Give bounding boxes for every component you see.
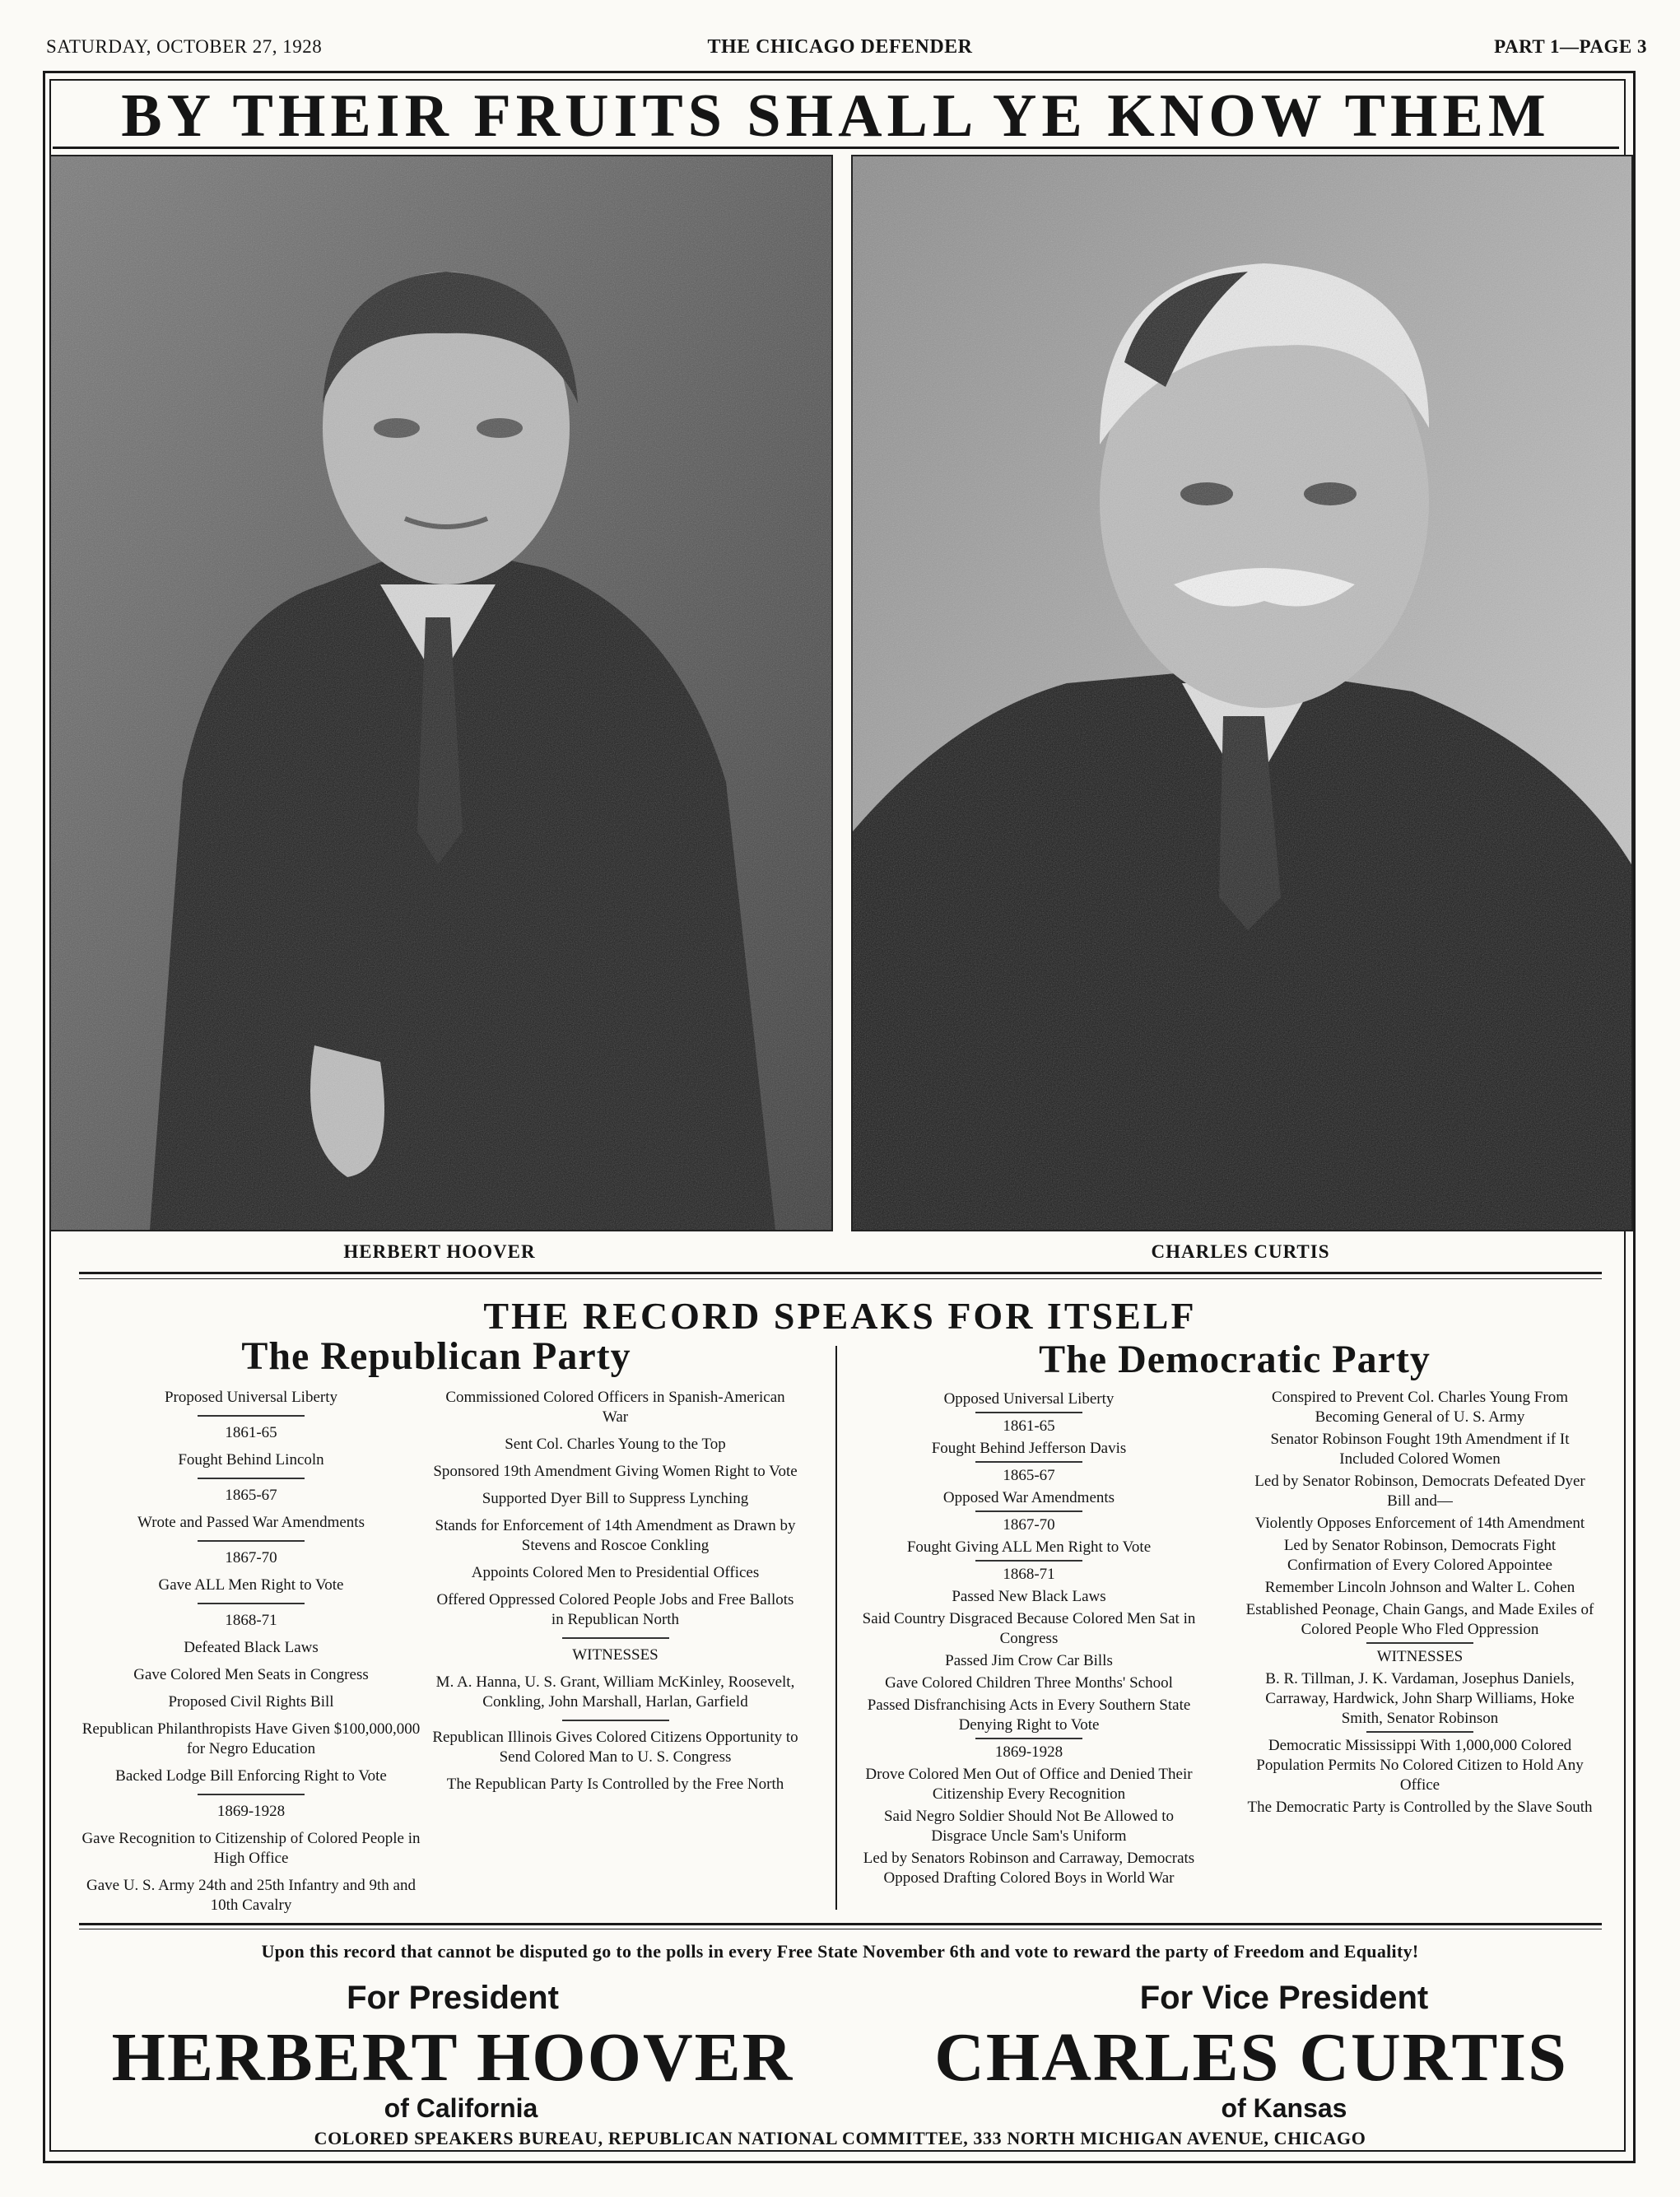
record-item: 1861-65 (1003, 1417, 1055, 1435)
record-item: 1861-65 (225, 1424, 277, 1441)
republican-record-column-1 (78, 1388, 424, 1923)
republican-record-column-2 (432, 1388, 798, 1802)
record-item: Sponsored 19th Amendment Giving Women Right to Vote (433, 1463, 798, 1480)
record-item: Stands for Enforcement of 14th Amendment as Drawn by Stevens and Roscoe Conkling (435, 1517, 796, 1554)
item-separator (975, 1560, 1082, 1562)
item-separator (198, 1794, 305, 1795)
record-item: M. A. Hanna, U. S. Grant, William McKinley, Roosevelt, Conkling, John Marshall, Harlan, Garfield (435, 1673, 795, 1711)
record-item: Gave U. S. Army 24th and 25th Infantry and 9th and 10th Cavalry (86, 1877, 416, 1914)
divider-rule (79, 1923, 1602, 1925)
record-item: Appoints Colored Men to Presidential Offices (471, 1564, 760, 1581)
record-item: Fought Giving ALL Men Right to Vote (906, 1538, 1152, 1556)
record-item: Gave ALL Men Right to Vote (158, 1576, 344, 1594)
record-item: Led by Senators Robinson and Carraway, Democrats Opposed Drafting Colored Boys in World War (863, 1850, 1195, 1887)
republican-title: The Republican Party (241, 1334, 631, 1378)
record-item: Passed Jim Crow Car Bills (945, 1652, 1113, 1669)
record-item: Gave Colored Children Three Months' School (885, 1674, 1173, 1692)
record-item: 1867-70 (1003, 1516, 1055, 1534)
record-item: 1868-71 (1003, 1566, 1055, 1583)
democratic-record-column-2 (1243, 1388, 1597, 1820)
item-separator (198, 1478, 305, 1479)
item-separator (562, 1637, 669, 1639)
record-item: Drove Colored Men Out of Office and Denied Their Citizenship Every Recognition (865, 1766, 1193, 1803)
portrait-curtis (851, 155, 1633, 1231)
record-item: Remember Lincoln Johnson and Walter L. Cohen (1264, 1579, 1575, 1596)
president-candidate-name: HERBERT HOOVER (111, 2019, 794, 2096)
issue-date: SATURDAY, OCTOBER 27, 1928 (46, 36, 323, 57)
record-heading: THE RECORD SPEAKS FOR ITSELF (483, 1295, 1197, 1337)
democratic-record-column-1 (856, 1389, 1202, 1891)
record-item: The Republican Party Is Controlled by the Free North (446, 1776, 784, 1793)
record-item: Said Negro Soldier Should Not Be Allowed to Disgrace Uncle Sam's Uniform (883, 1808, 1174, 1845)
record-item: Supported Dyer Bill to Suppress Lynching (482, 1490, 749, 1507)
record-item: Led by Senator Robinson, Democrats Fight Confirmation of Every Colored Appointee (1283, 1537, 1557, 1574)
record-item: The Democratic Party is Controlled by the Slave South (1247, 1799, 1593, 1816)
record-item: B. R. Tillman, J. K. Vardaman, Josephus Daniels, Carraway, Hardwick, John Sharp Williams, Hoke Smith, Senator Robinson (1265, 1670, 1575, 1727)
record-item: Republican Philanthropists Have Given $100,000,000 for Negro Education (81, 1720, 421, 1757)
item-separator (1366, 1642, 1473, 1644)
record-item: Fought Behind Lincoln (178, 1451, 324, 1469)
record-item: Senator Robinson Fought 19th Amendment if It Included Colored Women (1270, 1431, 1570, 1468)
record-item: Proposed Civil Rights Bill (168, 1693, 334, 1711)
record-item: Opposed War Amendments (942, 1489, 1115, 1506)
president-state: of California (384, 2093, 538, 2123)
democratic-title: The Democratic Party (1039, 1338, 1431, 1381)
caption-hoover: HERBERT HOOVER (343, 1241, 536, 1262)
record-item: Established Peonage, Chain Gangs, and Made Exiles of Colored People Who Fled Oppression (1245, 1601, 1594, 1638)
headline: BY THEIR FRUITS SHALL YE KNOW THEM (121, 82, 1551, 150)
record-item: Gave Recognition to Citizenship of Colored People in High Office (81, 1830, 421, 1867)
item-separator (975, 1510, 1082, 1512)
vice-president-state: of Kansas (1221, 2093, 1347, 2123)
record-item: Passed Disfranchising Acts in Every Southern State Denying Right to Vote (867, 1697, 1191, 1734)
column-divider (835, 1346, 837, 1910)
vice-president-label: For Vice President (1139, 1980, 1429, 2016)
record-item: Defeated Black Laws (184, 1639, 319, 1656)
record-item: 1868-71 (225, 1612, 277, 1629)
record-item: 1869-1928 (216, 1803, 286, 1820)
item-separator (198, 1603, 305, 1604)
record-item: WITNESSES (572, 1646, 659, 1664)
record-item: Fought Behind Jefferson Davis (931, 1440, 1127, 1457)
record-item: WITNESSES (1376, 1648, 1464, 1665)
item-separator (975, 1412, 1082, 1413)
item-separator (198, 1415, 305, 1417)
record-item: Republican Illinois Gives Colored Citizens Opportunity to Send Colored Man to U. S. Congress (432, 1729, 798, 1766)
vice-president-candidate-name: CHARLES CURTIS (934, 2019, 1568, 2096)
page-number: PART 1—PAGE 3 (1494, 36, 1647, 57)
record-item: Proposed Universal Liberty (164, 1389, 337, 1406)
president-label: For President (347, 1980, 559, 2016)
appeal-text: Upon this record that cannot be disputed go to the polls in every Free State November 6th and vote to reward the party of Freedom and Equality! (261, 1941, 1419, 1962)
item-separator (198, 1540, 305, 1542)
record-item: Sent Col. Charles Young to the Top (505, 1436, 726, 1453)
divider-rule (79, 1272, 1602, 1274)
newspaper-name: THE CHICAGO DEFENDER (707, 36, 973, 58)
record-item: Said Country Disgraced Because Colored Men Sat in Congress (862, 1610, 1196, 1647)
record-item: Opposed Universal Liberty (943, 1390, 1115, 1408)
record-item: Democratic Mississippi With 1,000,000 Colored Population Permits No Colored Citizen to Hold Any Office (1256, 1737, 1584, 1794)
record-item: Gave Colored Men Seats in Congress (133, 1666, 369, 1683)
record-item: Wrote and Passed War Amendments (137, 1514, 365, 1531)
item-separator (975, 1461, 1082, 1463)
record-item: 1865-67 (225, 1487, 277, 1504)
record-item: 1869-1928 (994, 1743, 1063, 1761)
record-item: 1867-70 (225, 1549, 277, 1566)
caption-curtis: CHARLES CURTIS (1151, 1241, 1330, 1262)
record-item: Conspired to Prevent Col. Charles Young From Becoming General of U. S. Army (1272, 1389, 1568, 1426)
item-separator (975, 1738, 1082, 1739)
footer-credit: COLORED SPEAKERS BUREAU, REPUBLICAN NATIONAL COMMITTEE, 333 NORTH MICHIGAN AVENUE, CHICAGO (314, 2128, 1366, 2148)
record-item: Passed New Black Laws (952, 1588, 1106, 1605)
item-separator (1366, 1731, 1473, 1733)
record-item: Offered Oppressed Colored People Jobs and Free Ballots in Republican North (436, 1591, 794, 1628)
record-item: Violently Opposes Enforcement of 14th Amendment (1254, 1515, 1585, 1532)
portrait-hoover (49, 155, 833, 1231)
divider-rule (79, 1278, 1602, 1279)
record-item: Led by Senator Robinson, Democrats Defeated Dyer Bill and— (1254, 1473, 1585, 1510)
item-separator (562, 1720, 669, 1721)
record-item: 1865-67 (1003, 1467, 1055, 1484)
record-item: Backed Lodge Bill Enforcing Right to Vote (115, 1767, 387, 1785)
record-item: Commissioned Colored Officers in Spanish-American War (445, 1389, 785, 1426)
